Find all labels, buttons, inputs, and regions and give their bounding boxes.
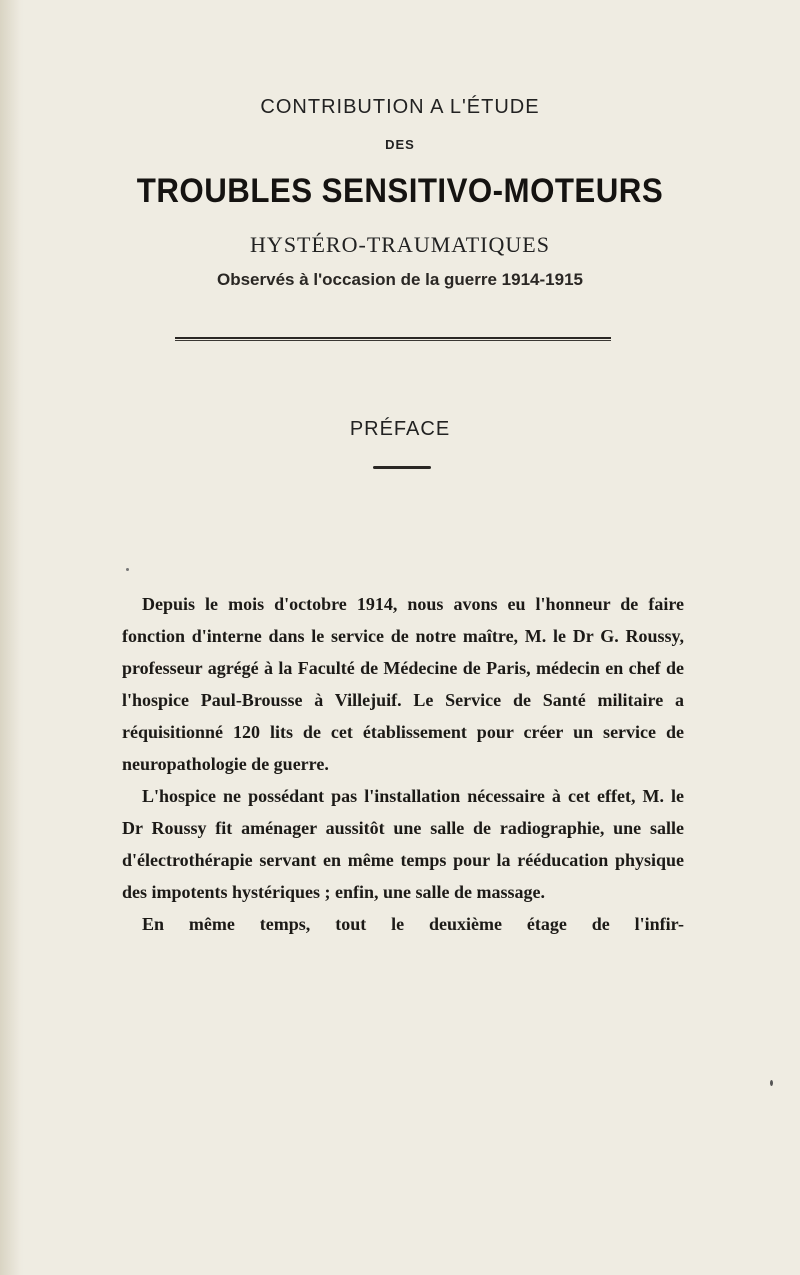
paper-speck: [126, 568, 129, 571]
page-edge-shadow: [0, 0, 26, 1275]
main-title: TROUBLES SENSITIVO-MOTEURS: [136, 172, 664, 210]
title-divider: [175, 337, 611, 341]
paragraph: Depuis le mois d'octobre 1914, nous avons eu l'honneur de faire fonction d'interne dans le service de notre maître, M. le Dr G. Roussy, professeur agrégé à la Faculté de Médecine de Paris, médecin en chef de l'hospice Paul-Brousse à Villejuif. Le Service de Santé militaire a réquisitionné 120 lits de cet établissement pour créer un service de neuropathologie de guerre.: [122, 594, 684, 774]
observed-line: Observés à l'occasion de la guerre 1914-1915: [217, 270, 583, 289]
paragraph: L'hospice ne possédant pas l'installation nécessaire à cet effet, M. le Dr Roussy fit aménager aussitôt une salle de radiographie, une salle d'électrothérapie servant en même temps pour la rééducation physique des impotents hystériques ; enfin, une salle de massage.: [122, 786, 684, 902]
preface-divider: [373, 466, 431, 469]
paper-speck: [770, 1080, 773, 1086]
subtitle: HYSTÉRO-TRAUMATIQUES: [250, 232, 550, 257]
header-contribution: CONTRIBUTION A L'ÉTUDE: [260, 96, 540, 118]
preface-body: [122, 588, 684, 940]
paragraph: En même temps, tout le deuxième étage de l'infir-: [142, 914, 684, 934]
preface-heading: PRÉFACE: [349, 418, 451, 440]
header-des: DES: [385, 137, 415, 152]
